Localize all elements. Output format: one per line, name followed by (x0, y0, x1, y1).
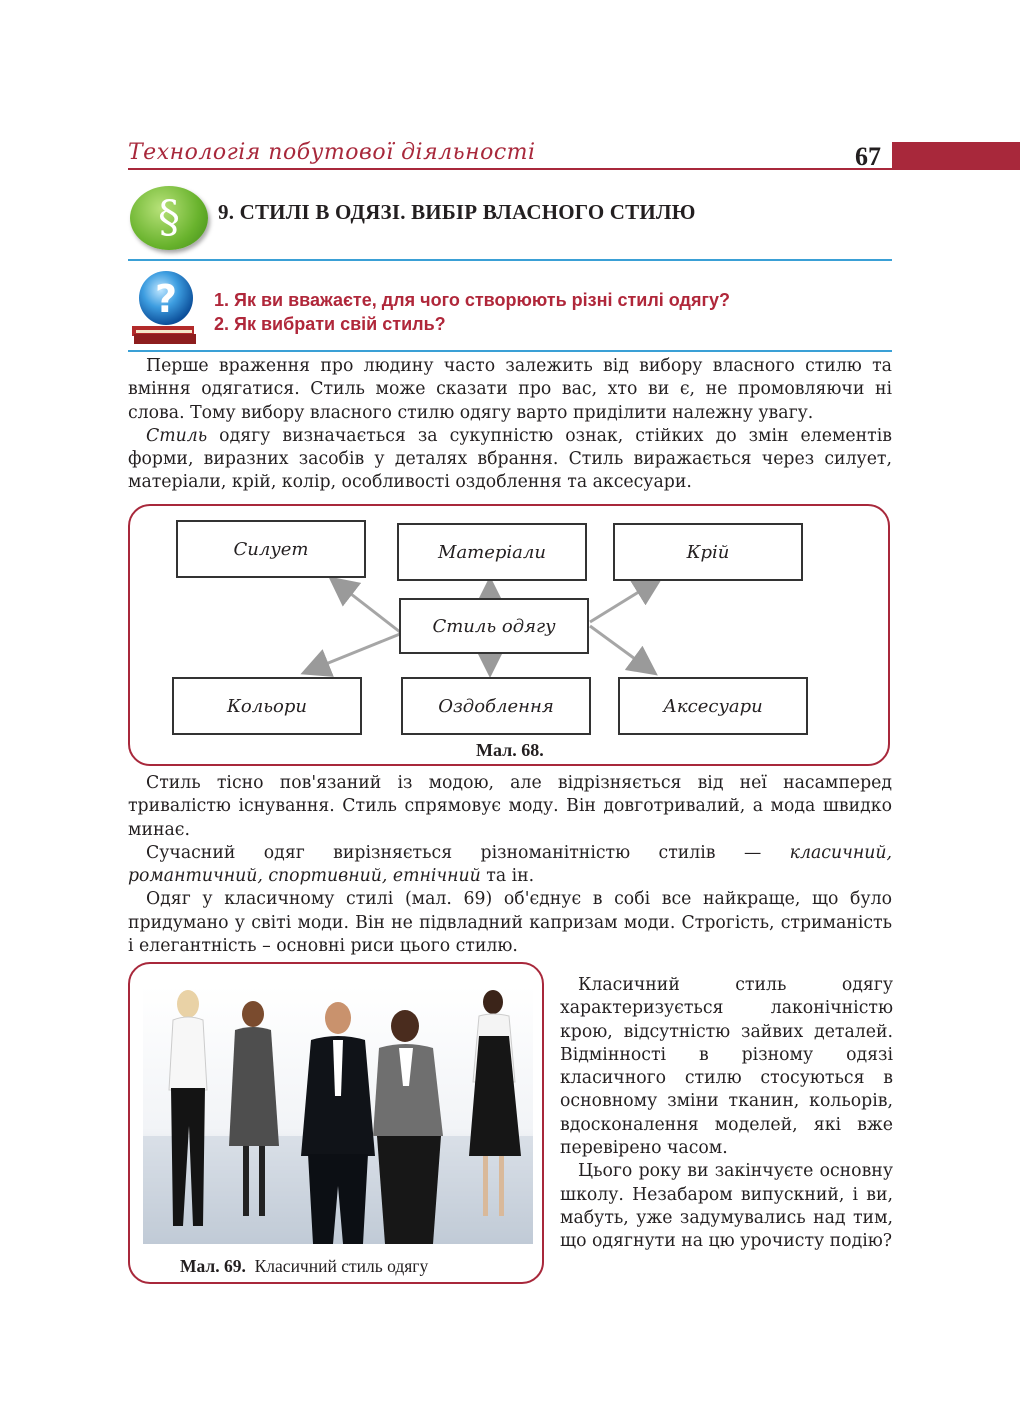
page-number: 67 (855, 142, 881, 171)
divider (128, 350, 892, 352)
question-item: 1. Як ви вважаєте, для чого створюють різні стилі одягу? (214, 290, 730, 310)
term: Стиль (146, 425, 208, 446)
body-text (128, 772, 892, 958)
paragraph: Перше враження про людину часто залежить від вибору власного стилю та вміння одягатися. Стиль може сказати про вас, хто ви є, не промовляючи ні слова. Тому вибору власного стилю одягу варто приділити належну увагу. (128, 356, 892, 423)
diagram-box-center: Стиль одягу (399, 598, 589, 654)
diagram-box-bottom: Оздоблення (401, 677, 591, 735)
diagram-box-top: Силует (176, 520, 366, 578)
running-title: Технологія побутової діяльності (128, 140, 536, 165)
header-rule (128, 168, 892, 170)
question-item: 2. Як вибрати свій стиль? (214, 314, 446, 334)
paragraph-text: одягу визначається за сукупністю ознак, стійких до змін елементів форми, виразних засобів у деталях вбрання. Стиль виражається через силует, матеріали, крій, колір, особливості оздоблення та аксесуари. (128, 425, 892, 493)
paragraph: Одяг у класичному стилі (мал. 69) об'єднує в собі все найкраще, що було придумано у світі моди. Він не підвладний капризам моди. Строгість, стриманість і елегантність – основні риси цього стилю. (128, 889, 892, 957)
diagram-box-top: Матеріали (397, 523, 587, 581)
paragraph: Цього року ви закінчуєте основну школу. Незабаром випускний, і ви, мабуть, уже задумувались над тим, що одягнути на цю урочисту подію? (560, 1161, 893, 1252)
figure-caption: Мал. 68. (476, 740, 544, 760)
classic-style-photo (143, 986, 533, 1244)
paragraph: Стиль тісно пов'язаний із модою, але відрізняється від неї насамперед тривалістю існування. Стиль спрямовує моду. Він довготривалий, а мода швидко минає. (128, 773, 892, 840)
paragraph (128, 425, 892, 495)
section-title: 9. СТИЛІ В ОДЯЗІ. ВИБІР ВЛАСНОГО СТИЛЮ (218, 200, 696, 224)
page-tab (892, 142, 1020, 170)
section-icon: § (130, 186, 208, 250)
questions-list (214, 288, 730, 336)
intro-text (128, 355, 892, 495)
figure-caption: Мал. 69. Класичний стиль одягу (180, 1256, 429, 1276)
style-list: класичний, романтичний, спортивний, етнічний (128, 842, 892, 887)
diagram-box-bottom: Кольори (172, 677, 362, 735)
paragraph: Сучасний одяг вирізняється різноманітністю стилів — класичний, романтичний, спортивний, етнічний та ін. (128, 842, 892, 887)
question-globe-icon (128, 268, 206, 348)
divider (128, 259, 892, 261)
right-column-text (560, 974, 893, 1254)
paragraph: Класичний стиль одягу характеризується лаконічністю крою, відсутністю зайвих деталей. Відмінності в різному одязі класичного стилю стосуються в основному зміни тканин, кольорів, вдосконалення моделей, які вже перевірено часом. (560, 975, 893, 1159)
svg-text:?: ? (154, 277, 178, 321)
diagram-box-top: Крій (613, 523, 803, 581)
diagram-box-bottom: Аксесуари (618, 677, 808, 735)
